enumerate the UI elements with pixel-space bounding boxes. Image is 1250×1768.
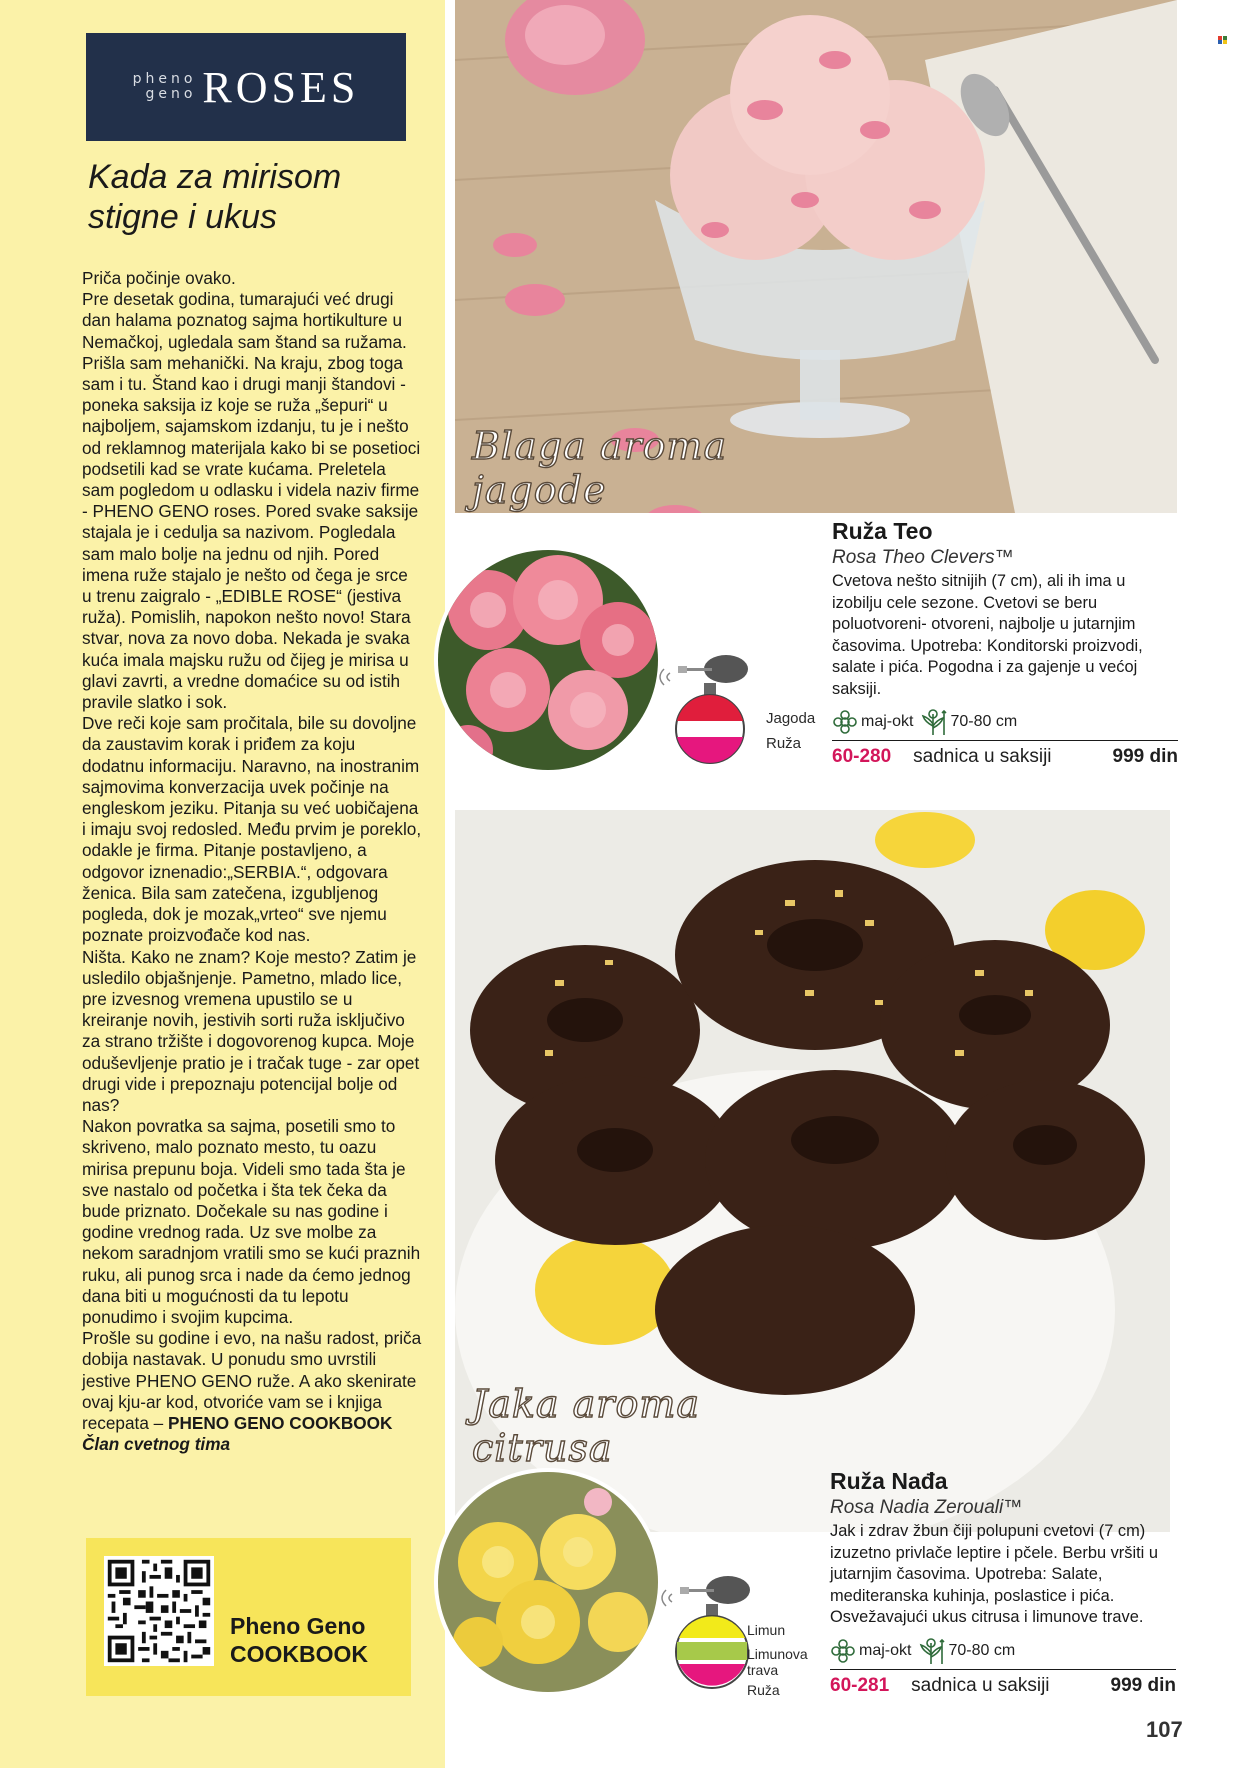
plant-height-icon — [917, 1637, 945, 1665]
product-description: Jak i zdrav žbun čiji polupuni cvetovi (7 cm) izuzetno privlače leptire i pčele. Berbu vršiti u jutarnjim časovima. Upotreba: Salate, mediteranska kuhinja, poslastice i pića. Osvežavajući ukus citrusa i limunove trave. — [830, 1522, 1158, 1626]
yellow-rose-illustration — [438, 1472, 658, 1692]
plant-height: 70-80 cm — [917, 1637, 1015, 1665]
product-form: sadnica u saksiji — [911, 1674, 1050, 1696]
product-price-row — [830, 1669, 1176, 1697]
story-paragraph: Dve reči koje sam pročitala, bile su dovoljne da zaustavim korak i priđem za koju dodatnu informaciju. Naravno, na inostranim sajmovima konverzacija uvek počinje na engleskom jeziku. Pitanja su već uobičajena i imaju svoj redosled. Među prvim je poreklo, odakle je firma. Pitanje postavljeno, a odgovor iznenadio:„SERBIA.“, odgovara ženica. Bila sam zatečena, izgubljenog pogleda, dok je mozak„vrteo“ sve njemu poznate proizvođače kod nas. — [82, 713, 422, 946]
product-name: Ruža Teo — [832, 518, 933, 544]
rose-teo-photo — [434, 546, 662, 774]
flower-icon — [830, 1639, 856, 1663]
story-paragraph: Nakon povratka sa sajma, posetili smo to skriveno, malo poznato mesto, tu oazu mirisa prepunu boja. Videli smo tada šta je sve nastalo od početka i šta tek čeka da bude priznato. Dočekale su nas godine i godine vrednog rada. Uz sve molbe za nekom saradnjom vratili smo se kući praznih ruku, ali punog srca i nade da ćemo jednog dana biti u mogućnosti da tu lepotu ponudimo i svojim kupcima. — [82, 1116, 421, 1327]
corner-mark-icon — [1218, 36, 1227, 44]
product-latin-name: Rosa Theo Clevers™ — [832, 547, 1014, 568]
product-code: 60-280 — [832, 746, 892, 767]
rose-nadja-photo — [434, 1468, 662, 1696]
aroma-script-1: Blaga aroma jagode — [472, 424, 728, 512]
product-code: 60-281 — [830, 1674, 890, 1696]
product-name: Ruža Nađa — [830, 1468, 948, 1494]
product-card-teo — [832, 518, 1178, 768]
page-number: 107 — [1146, 1717, 1183, 1742]
qr-code-icon — [104, 1556, 214, 1666]
qr-code[interactable] — [104, 1556, 214, 1666]
brand-logo — [86, 33, 406, 141]
product-price: 999 din — [1112, 746, 1178, 767]
product-latin-name: Rosa Nadia Zerouali™ — [830, 1497, 1023, 1518]
product-price: 999 din — [1110, 1674, 1176, 1696]
story-paragraph: Prošle su godine i evo, na našu radost, priča dobija nastavak. U ponudu smo uvrstili jestive PHENO GENO ruže. A ako skenirate ovaj kju-ar kod, otvoriće vam se i knjiga recepata – PHENO GENO COOKBOOK — [82, 1328, 422, 1433]
product-meta — [830, 1637, 1176, 1665]
plant-height: 70-80 cm — [919, 708, 1017, 736]
brand-logo-small-text: pheno geno — [132, 71, 197, 102]
product-description: Cvetova nešto sitnijih (7 cm), ali ih ima u izobilju cele sezone. Cvetovi se beru poluotvoreni- otvoreni, najbolje u jutarnjim časovima. Upotreba: Konditorski proizvodi, salate i pića. Pogodna i za gajenje u većoj saksiji. — [832, 572, 1143, 698]
signature: Član cvetnog tima — [82, 1434, 231, 1455]
page-title: Kada za mirisom stigne i ukus — [88, 158, 342, 236]
story-paragraph: Ništa. Kako ne znam? Koje mesto? Zatim je usledilo objašnjenje. Pametno, mlado lice, pre izvesnog vremena upustilo se u kreiranje novih, jestivih sorti ruža isključivo za strano tržište i dogovorenog kupca. Moje oduševljenje pratio je i tračak tuge - zar opet drugi vide i prepoznaju potencijal bolje od nas? — [82, 946, 420, 1115]
story-text — [82, 268, 422, 1455]
aroma-labels-2: Limun Limunova trava Ruža — [747, 1622, 808, 1698]
story-paragraph: Priča počinje ovako. — [82, 268, 236, 288]
product-form: sadnica u saksiji — [913, 746, 1052, 767]
plant-height-icon — [919, 708, 947, 736]
product-price-row — [832, 740, 1178, 768]
flower-icon — [832, 710, 858, 734]
flowering-period: maj-okt — [830, 1639, 911, 1663]
qr-label: Pheno Geno COOKBOOK — [230, 1613, 368, 1667]
perfume-bottle-icon — [658, 655, 778, 765]
aroma-labels-1: Jagoda Ruža — [766, 710, 816, 752]
pink-rose-illustration — [438, 550, 658, 770]
qr-box — [86, 1538, 411, 1696]
product-meta — [832, 708, 1178, 736]
product-card-nadja — [830, 1468, 1176, 1697]
story-paragraph: Pre desetak godina, tumarajući već drugi dan halama poznatog sajma hortikulture u Nemačkoj, ugledala sam štand sa ružama. Prišla sam mehanički. Na kraju, zbog toga sam i tu. Štand kao i drugi manji štandovi - poneka saksija iz koje se ruža „šepuri“ u najboljem, sajamskom izdanju, tu je i nešto od reklamnog materijala kako bi se posetioci podsetili kad se vrate kućama. Preletela sam pogledom u odlasku i videla naziv firme - PHENO GENO roses. Pored svake saksije stajala je i cedulja sa nazivom. Pogledala sam malo bolje na jednu od njih. Pored imena ruže stajalo je nešto od čega je srce u trenu zaigralo - „EDIBLE ROSE“ (jestiva ruža). Pomislih, napokon nešto novo! Stara stvar, nova za novo doba. Nekada je svaka kuća imala majsku ružu od čijeg je mirisa u glavi zavrti, a vredne domaćice su od istih pravile slatko i sok. — [82, 289, 421, 713]
flowering-period: maj-okt — [832, 710, 913, 734]
cookbook-name: PHENO GENO COOKBOOK — [168, 1412, 393, 1433]
brand-logo-name: ROSES — [202, 62, 360, 112]
aroma-script-2: Jaka aroma citrusa — [472, 1382, 701, 1470]
